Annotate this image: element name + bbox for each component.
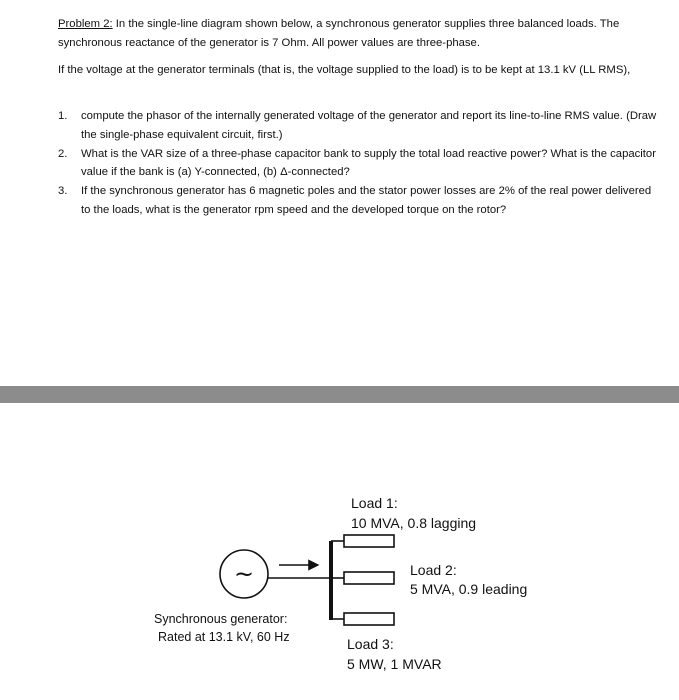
problem-question: If the voltage at the generator terminals (that is, the voltage supplied to the load) is to be kept at 13.1 kV (LL RMS),	[58, 64, 631, 76]
load-3-name: Load 3:	[347, 636, 394, 652]
task-text: What is the VAR size of a three-phase capacitor bank to supply the total load reactive power? What is the capacitor value if the bank is (a) Y-connected, (b) Δ-connected?	[81, 147, 656, 179]
generator-name: Synchronous generator:	[154, 612, 288, 626]
problem-label: Problem 2:	[58, 18, 113, 30]
problem-intro-text: In the single-line diagram shown below, a synchronous generator supplies three balanced loads. The synchronous reactance of the generator is 7 Ohm. All power values are three-phase.	[58, 18, 620, 49]
load-1-name: Load 1:	[351, 495, 398, 511]
task-text: If the synchronous generator has 6 magnetic poles and the stator power losses are 2% of the real power delivered to the loads, what is the generator rpm speed and the developed torque on the rotor?	[81, 185, 652, 216]
task-text: compute the phasor of the internally generated voltage of the generator and report its line-to-line RMS value. (Draw the single-phase equivalent circuit, first.)	[81, 110, 657, 141]
load-2-name: Load 2:	[410, 562, 457, 578]
task-number: 2.	[58, 147, 68, 160]
load-2-spec: 5 MVA, 0.9 leading	[410, 581, 528, 597]
load-3-box	[344, 613, 394, 625]
generator-rating: Rated at 13.1 kV, 60 Hz	[158, 630, 290, 644]
task-number: 3.	[58, 185, 68, 198]
load-3-spec: 5 MW, 1 MVAR	[347, 656, 442, 672]
load-2-box	[344, 572, 394, 584]
load-1-box	[344, 535, 394, 547]
generator-tilde-icon: ~	[233, 560, 255, 588]
load-1-spec: 10 MVA, 0.8 lagging	[351, 515, 477, 531]
task-number: 1.	[58, 110, 68, 122]
